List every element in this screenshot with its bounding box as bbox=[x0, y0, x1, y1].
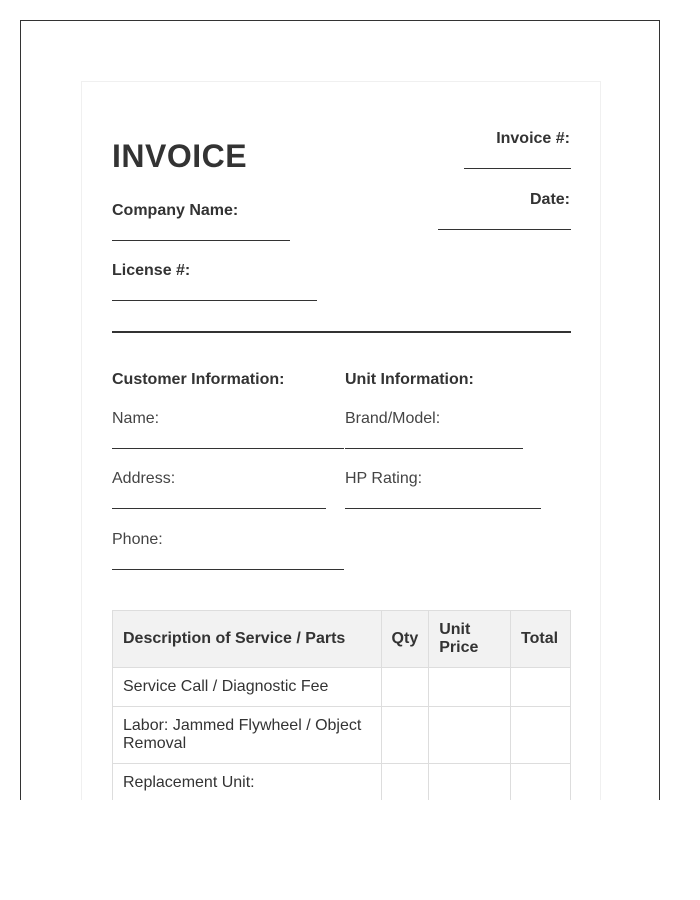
customer-name-label: Name: bbox=[112, 410, 160, 427]
row-total-cell[interactable] bbox=[511, 707, 571, 764]
invoice-sheet bbox=[81, 81, 601, 800]
license-label: License #: bbox=[112, 262, 191, 279]
hp-rating-label: HP Rating: bbox=[345, 470, 423, 487]
row-qty-cell[interactable] bbox=[381, 764, 429, 801]
row-description: Labor: Jammed Flywheel / Object Removal bbox=[113, 707, 382, 764]
page-frame bbox=[20, 20, 660, 800]
row-unit-price-cell[interactable] bbox=[429, 764, 511, 801]
header-total: Total bbox=[511, 611, 571, 668]
license-field[interactable] bbox=[112, 300, 317, 301]
table-header-row bbox=[113, 611, 571, 668]
brand-model-field[interactable] bbox=[345, 448, 523, 449]
row-total-cell[interactable] bbox=[511, 764, 571, 801]
invoice-number-label: Invoice #: bbox=[496, 130, 570, 147]
company-name-field[interactable] bbox=[112, 240, 290, 241]
row-qty-cell[interactable] bbox=[381, 707, 429, 764]
header-divider bbox=[112, 331, 571, 333]
invoice-title: INVOICE bbox=[112, 138, 248, 174]
header-qty: Qty bbox=[381, 611, 429, 668]
customer-info-heading: Customer Information: bbox=[112, 371, 285, 388]
table-row bbox=[113, 668, 571, 707]
date-label: Date: bbox=[529, 191, 570, 208]
row-qty-cell[interactable] bbox=[381, 668, 429, 707]
customer-name-field[interactable] bbox=[112, 448, 344, 449]
company-name-label: Company Name: bbox=[112, 202, 239, 219]
table-row bbox=[113, 707, 571, 764]
row-total-cell[interactable] bbox=[511, 668, 571, 707]
hp-rating-field[interactable] bbox=[345, 508, 541, 509]
customer-address-label: Address: bbox=[112, 470, 176, 487]
row-unit-price-cell[interactable] bbox=[429, 707, 511, 764]
brand-model-label: Brand/Model: bbox=[345, 410, 441, 427]
header-unit-price: Unit Price bbox=[429, 611, 511, 668]
row-unit-price-cell[interactable] bbox=[429, 668, 511, 707]
service-items-table bbox=[112, 610, 571, 800]
table-row bbox=[113, 764, 571, 801]
invoice-number-field[interactable] bbox=[464, 168, 571, 169]
row-description: Service Call / Diagnostic Fee bbox=[113, 668, 382, 707]
customer-phone-label: Phone: bbox=[112, 531, 163, 548]
row-description: Replacement Unit: bbox=[113, 764, 382, 801]
customer-address-field[interactable] bbox=[112, 508, 326, 509]
header-description: Description of Service / Parts bbox=[113, 611, 382, 668]
customer-phone-field[interactable] bbox=[112, 569, 344, 570]
unit-info-heading: Unit Information: bbox=[345, 371, 474, 388]
date-field[interactable] bbox=[438, 229, 571, 230]
